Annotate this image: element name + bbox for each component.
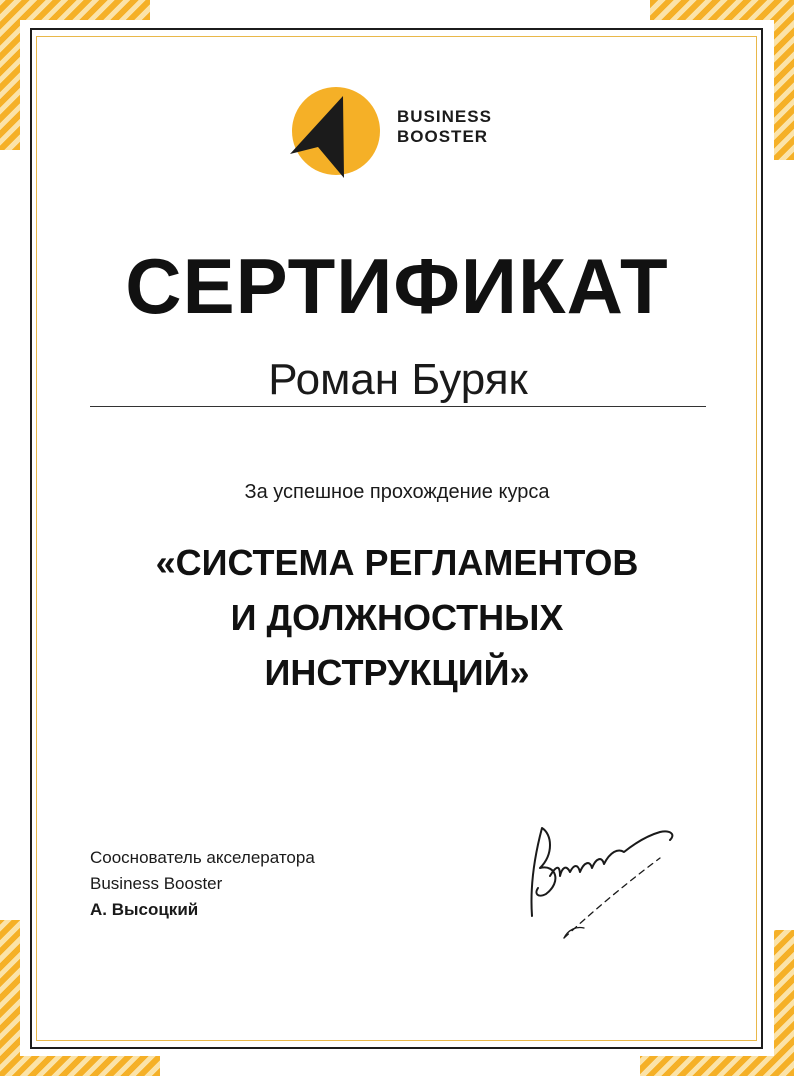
corner-stripes-top-right [650,0,794,20]
corner-stripes-bottom-right [640,1056,794,1076]
corner-stripes-bottom-left [0,1056,160,1076]
signer-role-line-2: Business Booster [90,874,223,893]
corner-stripes-top-right-side [774,0,794,160]
certificate-title: СЕРТИФИКАТ [125,242,669,330]
recipient-name: Роман Буряк [268,355,528,404]
recipient-underline [90,406,706,407]
course-name [60,535,734,700]
signer-block [90,845,315,923]
brand-line-1: BUSINESS [397,107,492,126]
business-booster-logo-icon [286,80,382,180]
course-name-line-1: «СИСТЕМА РЕГЛАМЕНТОВ [155,542,639,583]
course-name-line-2: И ДОЛЖНОСТНЫХ [230,597,564,638]
course-intro-text: За успешное прохождение курса [244,481,550,503]
corner-stripes-bottom-left-side [0,920,20,1076]
corner-stripes-top-left [0,0,150,20]
brand-line-2: BOOSTER [397,127,489,146]
corner-stripes-top-left-side [0,0,20,150]
signer-name: А. Высоцкий [90,900,199,919]
course-name-line-3: ИНСТРУКЦИЙ» [264,652,530,693]
brand-name [397,107,492,147]
corner-stripes-bottom-right-side [774,930,794,1076]
handwritten-signature [520,818,690,948]
signer-role-line-1: Сооснователь акселератора [90,848,315,867]
